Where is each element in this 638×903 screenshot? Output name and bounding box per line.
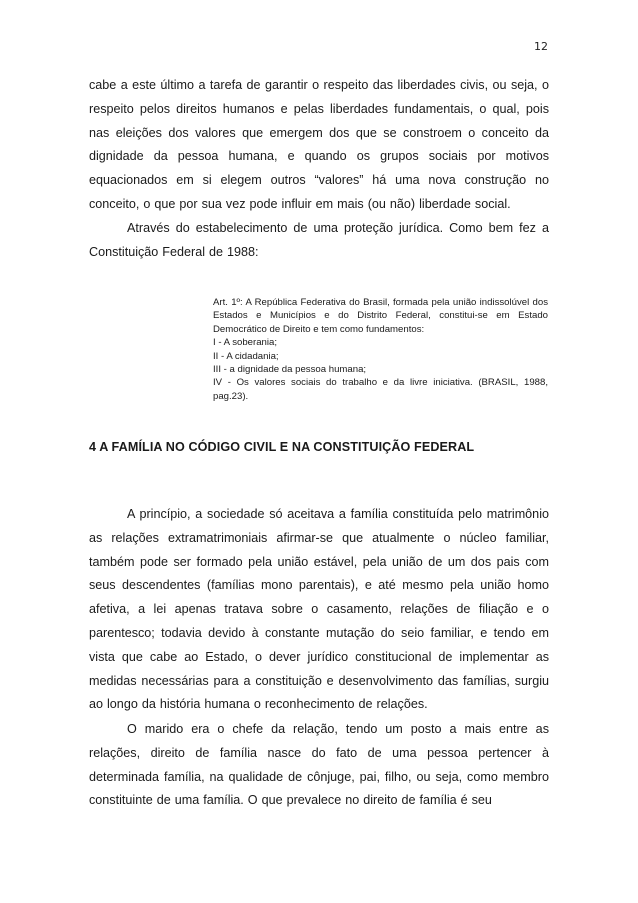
section-heading: 4 A FAMÍLIA NO CÓDIGO CIVIL E NA CONSTITUIÇÃO FEDERAL [89, 440, 475, 454]
paragraph-protecao-juridica: Através do estabelecimento de uma proteção jurídica. Como bem fez a Constituição Federal de 1988: [89, 221, 549, 259]
quote-line-dignidade: III - a dignidade da pessoa humana; [213, 364, 367, 376]
quote-line-soberania: I - A soberania; [213, 337, 277, 349]
quote-line-cidadania: II - A cidadania; [213, 350, 279, 362]
paragraph-principio: A princípio, a sociedade só aceitava a família constituída pelo matrimônio as relações extramatrimoniais afirmar-se que atualmente o núcleo familiar, também pode ser formado pela união estável, pela união de um dos pais com seus descendentes (famílias mono parentais), e até mesmo pela união homo afetiva, a lei apenas tratava sobre o casamento, relações de filiação e o parentesco; todavia devido à constante mutação do seio familiar, e tendo em vista que cabe ao Estado, o dever jurídico constitucional de implementar as medidas necessárias para a constituição e desenvolvimento das famílias, surgiu ao longo da história humana o reconhecimento de relações. [89, 507, 549, 712]
page-number: 12 [534, 40, 548, 53]
paragraph-marido: O marido era o chefe da relação, tendo um posto a mais entre as relações, direito de família nasce do fato de uma pessoa pertencer à determinada família, na qualidade de cônjuge, pai, filho, ou seja, como membro constituinte de uma família. O que prevalece no direito de família é seu [89, 722, 549, 808]
quote-line-valores-sociais: IV - Os valores sociais do trabalho e da livre iniciativa. (BRASIL, 1988, pag.23). [213, 377, 548, 402]
paragraph-liberdades: cabe a este último a tarefa de garantir o respeito das liberdades civis, ou seja, o respeito pelos direitos humanos e pelas liberdades fundamentais, o qual, pois nas eleições dos valores que emergem dos que se constroem o conceito da dignidade da pessoa humana, e quando os grupos sociais por motivos equacionados em si elegem outros “valores” há uma nova construção no conceito, o que por sua vez pode influir em mais (ou não) liberdade social. [89, 78, 549, 211]
block-quote-constituicao [213, 296, 548, 403]
quote-line-art1: Art. 1º: A República Federativa do Brasil, formada pela união indissolúvel dos Estados e Municípios e do Distrito Federal, constitui-se em Estado Democrático de Direito e tem como fundamentos: [213, 297, 548, 335]
